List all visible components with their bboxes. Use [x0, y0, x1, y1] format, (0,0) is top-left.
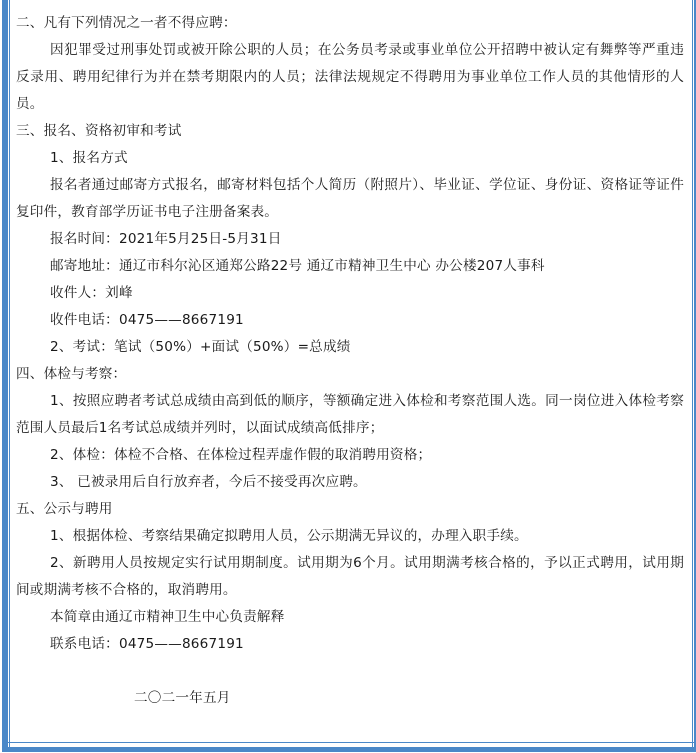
section-4-heading: 四、体检与考察： [16, 366, 127, 382]
recipient: 收件人：刘峰 [50, 285, 133, 301]
section-4-item-2: 2、体检：体检不合格、在体检过程弄虚作假的取消聘用资格； [50, 447, 432, 463]
registration-time: 报名时间：2021年5月25日-5月31日 [50, 231, 282, 247]
bottom-border-bar [2, 747, 696, 752]
section-5-heading: 五、公示与聘用 [16, 501, 113, 517]
section-3-paragraph: 报名者通过邮寄方式报名，邮寄材料包括个人简历（附照片）、毕业证、学位证、身份证、资格证等证件复印件，教育部学历证书电子注册备案表。 [16, 177, 684, 220]
bottom-border-line [2, 742, 696, 743]
left-border-bar [2, 0, 8, 748]
explanation-note: 本简章由通辽市精神卫生中心负责解释 [50, 609, 285, 625]
mailing-address: 邮寄地址：通辽市科尔沁区通郑公路22号 通辽市精神卫生中心 办公楼207人事科 [50, 258, 545, 274]
section-3-heading: 三、报名、资格初审和考试 [16, 123, 182, 139]
section-3-sub-2: 2、考试：笔试（50%）+面试（50%）=总成绩 [50, 339, 351, 355]
contact-phone: 联系电话：0475——8667191 [50, 636, 244, 652]
section-4-item-1: 1、按照应聘者考试总成绩由高到低的顺序，等额确定进入体检和考察范围人选。同一岗位进入体检考察范围人员最后1名考试总成绩并列时，以面试成绩高低排序； [16, 393, 684, 436]
section-3-sub-1: 1、报名方式 [50, 150, 128, 166]
section-2-paragraph: 因犯罪受过刑事处罚或被开除公职的人员；在公务员考录或事业单位公开招聘中被认定有舞弊等严重违反录用、聘用纪律行为并在禁考期限内的人员；法律法规规定不得聘用为事业单位工作人员的其他情形的人员。 [16, 42, 684, 112]
section-2-heading: 二、凡有下列情况之一者不得应聘： [16, 15, 237, 31]
blank-spacer [16, 658, 684, 685]
right-border-line [692, 0, 693, 748]
section-5-item-2: 2、新聘用人员按规定实行试用期制度。试用期为6个月。试用期满考核合格的，予以正式聘用，试用期间或期满考核不合格的，取消聘用。 [16, 555, 684, 598]
section-5-item-1: 1、根据体检、考察结果确定拟聘用人员，公示期满无异议的，办理入职手续。 [50, 528, 528, 544]
section-4-item-3: 3、 已被录用后自行放弃者，今后不接受再次应聘。 [50, 474, 367, 490]
recipient-phone: 收件电话：0475——8667191 [50, 312, 244, 328]
document-body [16, 10, 684, 712]
issue-date: 二〇二一年五月 [134, 690, 231, 706]
left-border-line [9, 0, 10, 748]
